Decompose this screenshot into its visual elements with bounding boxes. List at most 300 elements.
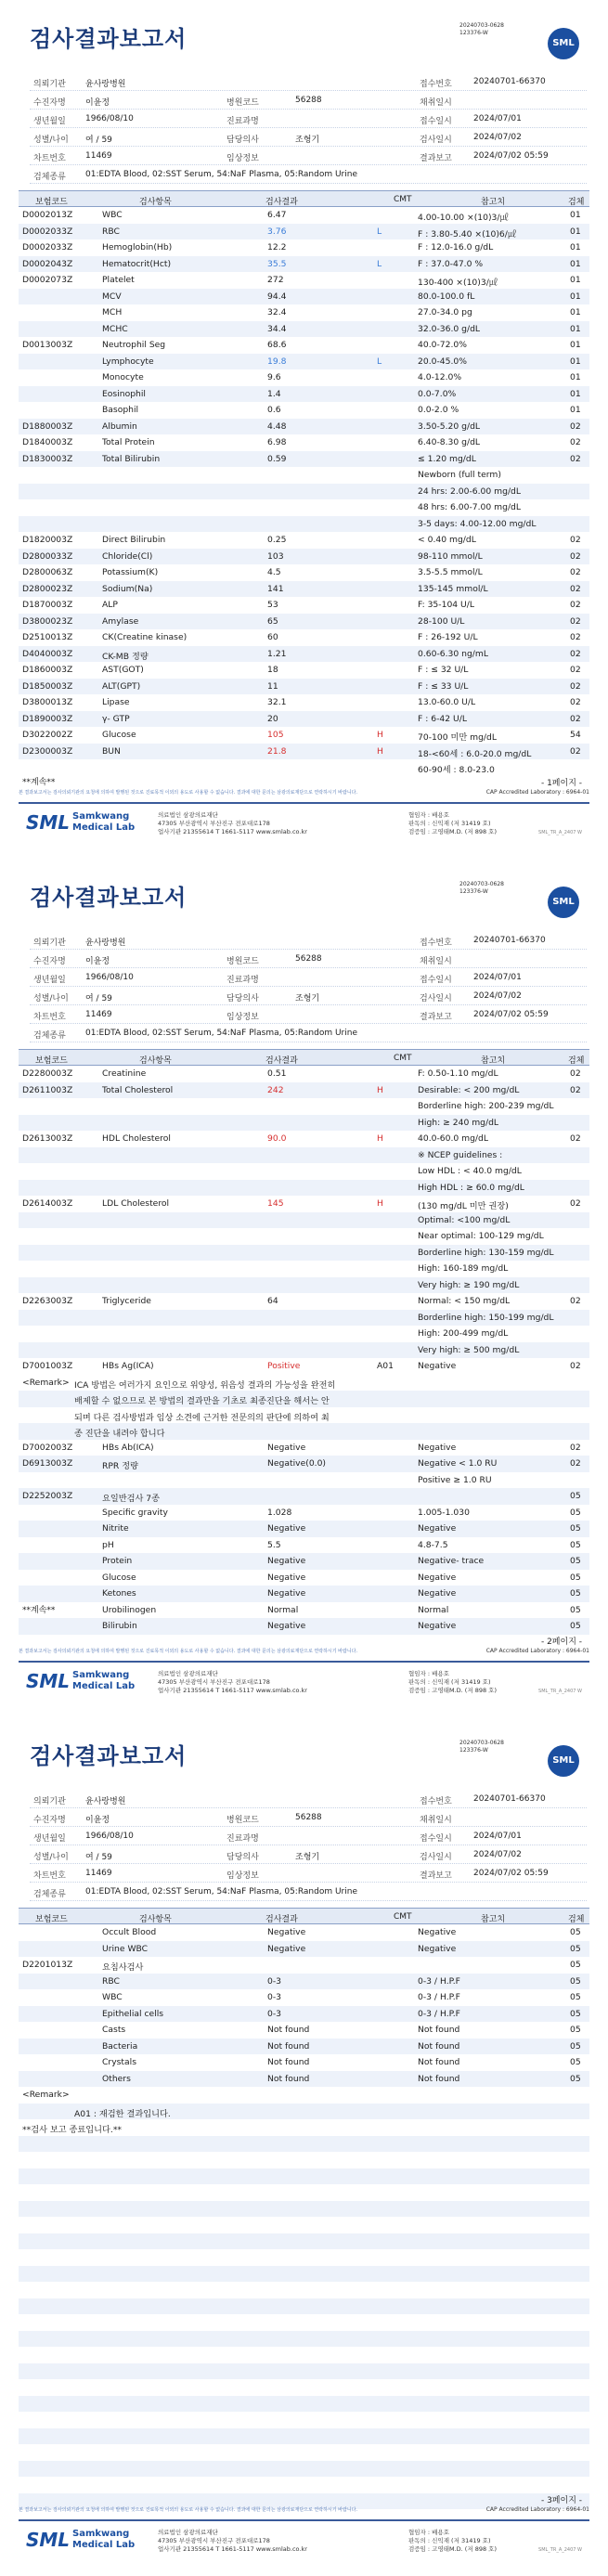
insurance-code: D0013003Z xyxy=(22,340,73,350)
page-number: - 3페이지 - xyxy=(540,2496,582,2505)
specimen-barcode: 20240703-0628 123376-W xyxy=(459,881,504,895)
reference-range: Optimal: <100 mg/dL xyxy=(418,1214,511,1225)
test-name: Neutrophil Seg xyxy=(102,340,166,350)
test-name: CK-MB 정량 xyxy=(102,651,149,662)
specimen-code: 02 xyxy=(570,1133,581,1144)
table-row xyxy=(19,1488,589,1505)
reference-range: 60-90세 : 8.0-23.0 xyxy=(418,765,495,775)
test-result: Not found xyxy=(267,2057,310,2067)
table-row xyxy=(19,1326,589,1342)
specimen-code: 02 xyxy=(570,453,581,464)
reference-range: Borderline high: 130-159 mg/dL xyxy=(418,1247,554,1258)
table-row xyxy=(19,1277,589,1294)
reference-range: Very high: ≥ 190 mg/dL xyxy=(418,1279,520,1290)
test-name: RPR 정량 xyxy=(102,1461,138,1471)
specimen-code: 02 xyxy=(570,1084,581,1095)
reference-range: High: ≥ 240 mg/dL xyxy=(418,1117,499,1128)
remark-row: <Remark> xyxy=(22,2090,70,2100)
specimen-code: 02 xyxy=(570,632,581,642)
table-row xyxy=(19,321,589,338)
table-row xyxy=(19,1245,589,1262)
specimen-code: 01 xyxy=(570,242,581,252)
reference-range: Not found xyxy=(418,2040,460,2052)
test-name: RBC xyxy=(102,226,120,237)
insurance-code: D1850003Z xyxy=(22,680,73,692)
table-row xyxy=(19,646,589,663)
table-row xyxy=(19,629,589,646)
reference-range: High HDL : ≥ 60.0 mg/dL xyxy=(418,1182,524,1193)
info-row-sample: 검체종류 01:EDTA Blood, 02:SST Serum, 54:NaF Plasma, 05:Random Urine xyxy=(30,165,587,184)
table-header: 보험코드 검사항목 검사결과 CMT 참고치 검체 xyxy=(19,1049,589,1066)
insurance-code: D0002033Z xyxy=(22,242,73,252)
test-name: Triglyceride xyxy=(102,1296,151,1306)
test-name: Direct Bilirubin xyxy=(102,535,166,545)
test-name: Eosinophil xyxy=(102,388,146,399)
insurance-code: D2800023Z xyxy=(22,583,73,594)
insurance-code: D0002073Z xyxy=(22,275,73,285)
test-name: Creatinine xyxy=(102,1068,147,1079)
specimen-code: 01 xyxy=(570,275,581,285)
insurance-code: D1880003Z xyxy=(22,421,73,432)
test-result: Negative xyxy=(267,1523,306,1534)
reference-range: 98-110 mmol/L xyxy=(418,550,483,562)
reference-range: 20.0-45.0% xyxy=(418,356,467,367)
table-row xyxy=(19,727,589,744)
test-result: 0.25 xyxy=(267,535,287,545)
table-row xyxy=(19,256,589,273)
test-name: Urobilinogen xyxy=(102,1604,157,1615)
specimen-code: 02 xyxy=(570,615,581,627)
reference-range: 18-<60세 : 6.0-20.0 mg/dL xyxy=(418,748,532,759)
test-name: Total Bilirubin xyxy=(102,453,161,464)
reference-range: 0.0-7.0% xyxy=(418,388,457,399)
table-row xyxy=(19,434,589,451)
insurance-code: D1830003Z xyxy=(22,453,73,464)
test-name: γ- GTP xyxy=(102,713,130,724)
insurance-code: D0002033Z xyxy=(22,226,73,237)
continue-note: **계속** xyxy=(22,778,56,787)
table-row xyxy=(19,419,589,435)
table-row xyxy=(19,1924,589,1941)
table-row xyxy=(19,467,589,484)
patient-info: 의뢰기관 윤사랑병원 접수번호 20240701-66370 수진자명 이윤정 병원코드 56288 채취일시 생년월일 1966/08/10 진료과명 접수일시 2024/07/01 성별/나이 여 / 59 담당의사 조형기 검사일시 2024/07/02 차트번호 11469 임상정보 결과보고 2024/07/02 05:59 검체종류 01:EDTA Blood, 02:SST Serum, 54:NaF Plasma, 05:Random Urine xyxy=(30,1790,587,1901)
specimen-code: 05 xyxy=(570,2040,581,2052)
table-row xyxy=(19,1082,589,1099)
specimen-barcode: 20240703-0628 123376-W xyxy=(459,22,504,36)
table-row xyxy=(19,1586,589,1602)
specimen-code: 02 xyxy=(570,1458,581,1469)
table-row xyxy=(19,1989,589,2006)
insurance-code: D2252003Z xyxy=(22,1491,73,1501)
test-result: 4.48 xyxy=(267,421,287,432)
specimen-code: 02 xyxy=(570,713,581,724)
insurance-code: D1820003Z xyxy=(22,535,73,545)
reference-range: 3-5 days: 4.00-12.00 mg/dL xyxy=(418,518,537,529)
test-result: 6.98 xyxy=(267,437,287,447)
table-row xyxy=(19,1131,589,1147)
test-result: 94.4 xyxy=(267,291,287,302)
reference-range: Near optimal: 100-129 mg/dL xyxy=(418,1231,544,1241)
test-name: Occult Blood xyxy=(102,1927,157,1937)
specimen-code: 05 xyxy=(570,1943,581,1954)
specimen-code: 05 xyxy=(570,1960,581,1970)
test-name: HBs Ag(ICA) xyxy=(102,1361,154,1371)
table-row xyxy=(19,1941,589,1958)
test-name: CK(Creatine kinase) xyxy=(102,632,188,642)
reference-range: 4.8-7.5 xyxy=(418,1539,448,1550)
insurance-code: D3022002Z xyxy=(22,730,73,740)
specimen-code: 02 xyxy=(570,1442,581,1453)
info-row-dob: 생년월일 1966/08/10 진료과명 접수일시 2024/07/01 xyxy=(30,110,587,128)
test-name: Bacteria xyxy=(102,2040,138,2052)
table-row xyxy=(19,451,589,468)
reference-range: Negative xyxy=(418,1361,457,1371)
table-row xyxy=(19,289,589,305)
test-result: 11 xyxy=(267,680,278,692)
reference-range: 32.0-36.0 g/dL xyxy=(418,323,481,334)
insurance-code: D1840003Z xyxy=(22,437,73,447)
insurance-code: D0002043Z xyxy=(22,258,73,269)
table-row xyxy=(19,1602,589,1619)
table-header: 보험코드 검사항목 검사결과 CMT 참고치 검체 xyxy=(19,190,589,207)
test-result: 103 xyxy=(267,550,284,562)
remark-row: <Remark> ICA 방법은 여러가지 요인으로 위양성, 위음성 결과의 가능성을 완전히 xyxy=(22,1377,336,1391)
test-name: Urine WBC xyxy=(102,1943,149,1954)
insurance-code: D2510013Z xyxy=(22,632,73,642)
sml-logo-icon: SML xyxy=(26,2529,71,2551)
insurance-code: D3800013Z xyxy=(22,697,73,707)
specimen-code: 01 xyxy=(570,258,581,269)
table-row xyxy=(19,1957,589,1974)
test-result: 4.5 xyxy=(267,567,281,577)
insurance-code: D2263003Z xyxy=(22,1296,73,1306)
table-row xyxy=(19,2039,589,2055)
info-row-sex: 성별/나이 여 / 59 담당의사 조형기 검사일시 2024/07/02 xyxy=(30,128,587,147)
test-result: 32.1 xyxy=(267,697,287,707)
table-row xyxy=(19,484,589,500)
insurance-code: D2280003Z xyxy=(22,1068,73,1079)
test-name: Glucose xyxy=(102,1572,136,1583)
test-name: Lymphocyte xyxy=(102,356,154,367)
test-result: 105 xyxy=(267,730,284,740)
reference-range: Negative xyxy=(418,1572,457,1583)
table-row xyxy=(19,1440,589,1456)
test-result: 53 xyxy=(267,600,278,610)
table-row xyxy=(19,224,589,240)
reference-range: 80.0-100.0 fL xyxy=(418,291,475,302)
test-result: 60 xyxy=(267,632,278,642)
table-row xyxy=(19,2022,589,2039)
insurance-code: D7002003Z xyxy=(22,1442,73,1453)
test-name: Protein xyxy=(102,1556,133,1566)
reference-range: 40.0-60.0 mg/dL xyxy=(418,1133,488,1144)
table-row xyxy=(19,564,589,581)
reference-range: < 0.40 mg/dL xyxy=(418,535,476,545)
continue-note: **계속** xyxy=(22,1606,56,1615)
table-row xyxy=(19,1472,589,1489)
test-name: MCV xyxy=(102,291,122,302)
test-result: Negative xyxy=(267,1556,306,1566)
table-row xyxy=(19,1115,589,1132)
insurance-code: D2800033Z xyxy=(22,550,73,562)
sml-logo: SML xyxy=(548,1745,579,1777)
cmt-flag: L xyxy=(377,258,382,269)
specimen-code: 01 xyxy=(570,405,581,415)
test-result: 12.2 xyxy=(267,242,287,252)
table-row xyxy=(19,744,589,760)
reference-range: 135-145 mmol/L xyxy=(418,583,488,594)
specimen-code: 01 xyxy=(570,356,581,367)
test-result: 65 xyxy=(267,615,278,627)
reference-range: Normal: < 150 mg/dL xyxy=(418,1296,511,1306)
results-table xyxy=(19,190,589,776)
test-name: Amylase xyxy=(102,615,139,627)
test-result: 0-3 xyxy=(267,1992,282,2002)
cmt-flag: L xyxy=(377,356,382,367)
patient-info xyxy=(30,72,587,184)
test-name: WBC xyxy=(102,1992,123,2002)
table-row xyxy=(19,1196,589,1212)
reference-range: 0.60-6.30 ng/mL xyxy=(418,648,488,659)
test-result: Negative(0.0) xyxy=(267,1458,327,1469)
table-row xyxy=(19,272,589,289)
table-row xyxy=(19,1505,589,1521)
reference-range: Desirable: < 200 mg/dL xyxy=(418,1084,520,1095)
specimen-code: 05 xyxy=(570,2057,581,2067)
insurance-code: D4040003Z xyxy=(22,648,73,659)
table-row xyxy=(19,1066,589,1082)
reference-range: Not found xyxy=(418,2073,460,2084)
specimen-code: 01 xyxy=(570,323,581,334)
table-row xyxy=(19,239,589,256)
reference-range: Negative xyxy=(418,1523,457,1534)
table-body xyxy=(19,207,589,776)
table-row xyxy=(19,499,589,516)
test-result: 32.4 xyxy=(267,307,287,317)
insurance-code: D3800023Z xyxy=(22,615,73,627)
info-row-patient: 수진자명 이윤정 병원코드 56288 채취일시 xyxy=(30,91,587,110)
table-row xyxy=(19,1553,589,1570)
test-name: Albumin xyxy=(102,421,137,432)
table-body xyxy=(19,1924,589,2087)
test-name: AST(GOT) xyxy=(102,665,144,675)
test-result: 0-3 xyxy=(267,2008,282,2019)
table-row xyxy=(19,1212,589,1229)
table-row xyxy=(19,1570,589,1586)
page-number: - 1페이지 - xyxy=(540,779,582,788)
reference-range: Low HDL : < 40.0 mg/dL xyxy=(418,1166,522,1176)
test-name: Glucose xyxy=(102,730,136,740)
test-name: 요일반검사 7종 xyxy=(102,1494,161,1504)
reference-range: 40.0-72.0% xyxy=(418,340,467,350)
table-row xyxy=(19,1456,589,1472)
specimen-code: 05 xyxy=(570,1539,581,1550)
specimen-code: 05 xyxy=(570,1927,581,1937)
brand-name: Samkwang Medical Lab xyxy=(72,811,136,833)
reference-range: Negative- trace xyxy=(418,1556,485,1566)
table-row xyxy=(19,614,589,630)
specimen-code: 02 xyxy=(570,745,581,757)
reference-range: Very high: ≥ 500 mg/dL xyxy=(418,1344,520,1355)
test-name: MCH xyxy=(102,307,123,317)
table-row xyxy=(19,1310,589,1327)
test-name: Hemoglobin(Hb) xyxy=(102,242,173,252)
reference-range: 1.005-1.030 xyxy=(418,1507,470,1518)
specimen-code: 01 xyxy=(570,291,581,302)
table-row xyxy=(19,679,589,695)
insurance-code: D6913003Z xyxy=(22,1458,73,1469)
test-name: RBC xyxy=(102,1975,120,1987)
test-result: 0-3 xyxy=(267,1975,282,1987)
test-name: Casts xyxy=(102,2025,126,2035)
specimen-code: 02 xyxy=(570,648,581,659)
test-result: Normal xyxy=(267,1604,299,1615)
page-number: - 2페이지 - xyxy=(540,1638,582,1647)
specimen-code: 02 xyxy=(570,437,581,447)
specimen-code: 05 xyxy=(570,1604,581,1615)
specimen-code: 05 xyxy=(570,1572,581,1583)
reference-range: F: 0.50-1.10 mg/dL xyxy=(418,1068,498,1079)
reference-range: High: 160-189 mg/dL xyxy=(418,1263,509,1274)
test-name: ALT(GPT) xyxy=(102,680,141,692)
table-row xyxy=(19,1163,589,1180)
test-result: 19.8 xyxy=(267,356,287,367)
test-name: Monocyte xyxy=(102,372,144,382)
table-body xyxy=(19,1066,589,1375)
table-row xyxy=(19,386,589,403)
specimen-code: 01 xyxy=(570,340,581,350)
test-result: Negative xyxy=(267,1621,306,1631)
specimen-code: 02 xyxy=(570,1296,581,1306)
test-name: Others xyxy=(102,2073,131,2084)
table-row xyxy=(19,402,589,419)
test-name: Platelet xyxy=(102,275,135,285)
test-name: Crystals xyxy=(102,2057,136,2067)
reference-range: F : 12.0-16.0 g/dL xyxy=(418,242,494,252)
table-row xyxy=(19,1098,589,1115)
table-row xyxy=(19,207,589,224)
specimen-code: 54 xyxy=(570,730,581,740)
table-row xyxy=(19,1974,589,1990)
reference-range: 70-100 미만 mg/dL xyxy=(418,732,497,743)
specimen-code: 01 xyxy=(570,388,581,399)
reference-range: F: 35-104 U/L xyxy=(418,600,474,610)
reference-range: Negative < 1.0 RU xyxy=(418,1458,498,1469)
reference-range: 6.40-8.30 g/dL xyxy=(418,437,481,447)
test-result: 1.4 xyxy=(267,388,281,399)
test-result: 34.4 xyxy=(267,323,287,334)
cmt-flag: A01 xyxy=(377,1361,394,1371)
test-name: HDL Cholesterol xyxy=(102,1133,171,1144)
results-table: 보험코드 검사항목 검사결과 CMT 참고치 검체 Occult Blood Negative Negative 05 Urine WBC Negative Negative 05 D2201013Z 요침사검사 05 RBC 0-3 0-3 / H.P.F 05 WBC 0-3 0-3 / H.P.F 05 Epithelial cells 0-3 0-3 / H.P.F 05 Casts Not found Not found 05 Bacteria Not found Not found 05 Crystals Not found Not found 05 Others Not found Not found 05 <Remark> A01 : 재검한 결과입니다. **검사 보고 종료입니다.** xyxy=(19,1908,589,2526)
specimen-code: 01 xyxy=(570,210,581,220)
reference-range: F : ≤ 32 U/L xyxy=(418,665,469,675)
specimen-code: 05 xyxy=(570,2008,581,2019)
table-row xyxy=(19,1261,589,1277)
test-result: 35.5 xyxy=(267,258,287,269)
insurance-code: D1890003Z xyxy=(22,713,73,724)
report-footer: - 2페이지 - 본 결과보고서는 검사의뢰기관의 요청에 의하여 발행된 것으로 진료목적 이외의 용도로 사용할 수 없습니다. 결과에 대한 문의는 삼광의료재단으로 연락하시기 바랍니다. CAP Accredited Laboratory : 6964-01 SML Samkwang Medical Lab 의료법인 삼광의료재단 47305 부산광역시 부산진구 전포대로178 업사기관 21355614 T 1661-5117 www.smlab.co.kr 협임자 : 배용호 판독의 : 신익재 (저 31419 호) 검증임 : 고영태M.D. (저 898 호) SML_TR_A_2407 W xyxy=(19,1635,589,1705)
specimen-barcode: 20240703-0628 123376-W xyxy=(459,1740,504,1754)
reference-range: High: 200-499 mg/dL xyxy=(418,1328,509,1339)
cmt-flag: L xyxy=(377,226,382,237)
table-row xyxy=(19,549,589,565)
specimen-code: 01 xyxy=(570,372,581,382)
specimen-code: 05 xyxy=(570,1491,581,1501)
table-row xyxy=(19,1537,589,1554)
test-result: 5.5 xyxy=(267,1539,281,1550)
test-name: Nitrite xyxy=(102,1523,129,1534)
test-name: 요침사검사 xyxy=(102,1962,144,1973)
specimen-code: 02 xyxy=(570,550,581,562)
table-row xyxy=(19,2054,589,2071)
test-result: Not found xyxy=(267,2040,310,2052)
reference-range: Newborn (full term) xyxy=(418,470,501,480)
table-row xyxy=(19,1180,589,1197)
table-row xyxy=(19,304,589,321)
specimen-code: 05 xyxy=(570,1556,581,1566)
insurance-code: D2201013Z xyxy=(22,1960,73,1970)
specimen-code: 05 xyxy=(570,1621,581,1631)
table-row xyxy=(19,1618,589,1635)
table-row xyxy=(19,694,589,711)
test-result: Positive xyxy=(267,1361,301,1371)
insurance-code: D1860003Z xyxy=(22,665,73,675)
reference-range: Negative xyxy=(418,1943,457,1954)
report-footer: - 3페이지 - 본 결과보고서는 검사의뢰기관의 요청에 의하여 발행된 것으로 진료목적 이외의 용도로 사용할 수 없습니다. 결과에 대한 문의는 삼광의료재단으로 연락하시기 바랍니다. CAP Accredited Laboratory : 6964-01 SML Samkwang Medical Lab 의료법인 삼광의료재단 47305 부산광역시 부산진구 전포대로178 업사기관 21355614 T 1661-5117 www.smlab.co.kr 협임자 : 배용호 판독의 : 신익재 (저 31419 호) 검증임 : 고영태M.D. (저 898 호) SML_TR_A_2407 W xyxy=(19,2493,589,2564)
test-result: 6.47 xyxy=(267,210,287,220)
table-header: 보험코드 검사항목 검사결과 CMT 참고치 검체 xyxy=(19,1908,589,1924)
test-name: ALP xyxy=(102,600,118,610)
test-result: Negative xyxy=(267,1943,306,1954)
specimen-code: 02 xyxy=(570,535,581,545)
reference-range: 3.5-5.5 mmol/L xyxy=(418,567,483,577)
specimen-code: 05 xyxy=(570,2073,581,2084)
sml-logo-icon: SML xyxy=(26,811,71,834)
test-name: MCHC xyxy=(102,323,128,334)
table-body-2 xyxy=(19,1440,589,1635)
cap-accreditation: CAP Accredited Laboratory : 6964-01 xyxy=(485,789,589,796)
report-page-3 xyxy=(0,1717,608,2576)
reference-range: 0-3 / H.P.F xyxy=(418,2008,460,2019)
cmt-flag: H xyxy=(377,1084,383,1095)
test-name: Total Cholesterol xyxy=(102,1084,174,1095)
table-row xyxy=(19,2006,589,2023)
test-name: Bilirubin xyxy=(102,1621,137,1631)
reference-range: Normal xyxy=(418,1604,449,1615)
test-name: Specific gravity xyxy=(102,1507,168,1518)
signatures: 협임자 : 배용호 판독의 : 신익재 (저 31419 호) 검증임 : 고영태M.D. (저 898 호) xyxy=(408,811,497,835)
test-name: Epithelial cells xyxy=(102,2008,164,2019)
test-result: 9.6 xyxy=(267,372,281,382)
sml-logo-icon: SML xyxy=(26,1670,71,1692)
test-result: Not found xyxy=(267,2073,310,2084)
table-row xyxy=(19,369,589,386)
test-result: Negative xyxy=(267,1588,306,1599)
specimen-code: 01 xyxy=(570,307,581,317)
specimen-code: 02 xyxy=(570,1068,581,1079)
reference-range: ※ NCEP guidelines : xyxy=(418,1149,503,1160)
disclaimer: 본 결과보고서는 검사의뢰기관의 요청에 의하여 발행된 것으로 진료목적 이외의 용도로 사용할 수 없습니다. 결과에 대한 문의는 삼광의료재단으로 연락하시기 바랍니다. xyxy=(19,790,358,796)
table-row xyxy=(19,1293,589,1310)
test-name: Total Protein xyxy=(102,437,155,447)
info-row-org: 의뢰기관 윤사랑병원 접수번호 20240701-66370 xyxy=(30,72,587,91)
reference-range: 0-3 / H.P.F xyxy=(418,1992,460,2002)
test-name: BUN xyxy=(102,745,121,757)
test-result: 3.76 xyxy=(267,226,287,237)
reference-range: Negative xyxy=(418,1621,457,1631)
test-result: 20 xyxy=(267,713,278,724)
